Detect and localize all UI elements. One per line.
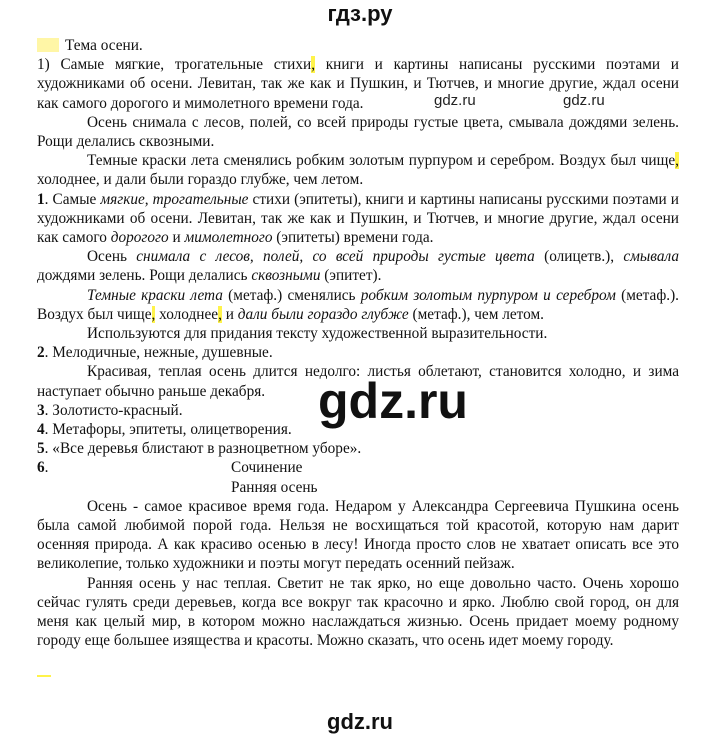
highlighted-comma: , bbox=[311, 56, 316, 74]
watermark-large: gdz.ru bbox=[318, 373, 468, 429]
essay-paragraph: Ранняя осень у нас теплая. Светит не так ярко, но еще довольно часто. Очень хорошо сейчас гулять среди деревьев, когда все вокруг так красочно и ярко. Люблю свой город, он для меня как целый мир, в котором можно наслаждаться жизнью. Осень придает моему родному городу еще большее изящества и красоты. Можно сказать, что осень идет моему городу. bbox=[37, 574, 679, 650]
highlight-mark bbox=[37, 38, 59, 52]
answer-5: 5. «Все деревья блистают в разноцветном уборе». bbox=[37, 440, 362, 458]
watermark: gdz.ru bbox=[563, 92, 605, 109]
highlight-mark bbox=[37, 675, 51, 677]
answer-3: 3. Золотисто-красный. bbox=[37, 401, 183, 419]
highlighted-comma: , bbox=[218, 305, 222, 323]
essay-title: Ранняя осень bbox=[231, 478, 318, 496]
paragraph: Осень снимала с лесов, полей, со всей природы густые цвета, смывала дождями зелень. Рощи делались сквозными. bbox=[37, 113, 679, 151]
watermark: gdz.ru bbox=[434, 92, 476, 109]
essay-label: Сочинение bbox=[231, 459, 303, 477]
paragraph: 1) Самые мягкие, трогательные стихи, книги и картины написаны русскими поэтами и художниками об осени. Левитан, так же как и Пушкин, и Тютчев, и многие другие, ждал осени как самого дорогого и мимолетного времени года. bbox=[37, 56, 679, 112]
answer-1-paragraph: Осень снимала с лесов, полей, со всей природы густые цвета (олицетв.), смывала дождями зелень. Рощи делались сквозными (эпитет). bbox=[37, 248, 679, 285]
paragraph: Темные краски лета сменялись робким золотым пурпуром и серебром. Воздух был чище, холоднее, и дали были гораздо глубже, чем летом. bbox=[37, 152, 679, 189]
answer-1-paragraph: Используются для придания тексту художественной выразительности. bbox=[87, 325, 548, 343]
answer-4: 4. Метафоры, эпитеты, олицетворения. bbox=[37, 421, 292, 439]
site-footer: gdz.ru bbox=[327, 709, 393, 734]
essay-paragraph: Осень - самое красивое время года. Недаром у Александра Сергеевича Пушкина осень была самой любимой порой года. Нельзя не восхищаться той красотой, которую нам дарит осенняя природа. А как красиво осенью в лесу! Иногда просто слов не хватает описать все это великолепие, только художники и поэты могут передать осенний пейзаж. bbox=[37, 497, 679, 573]
answer-1: 1. Самые мягкие, трогательные стихи (эпитеты), книги и картины написаны русскими поэтами и художниками об осени. Левитан, так же как и Пушкин, и Тютчев, и многие другие, ждал осени как самого дорогого и мимолетного (эпитеты) времени года. bbox=[37, 190, 679, 247]
answer-2-paragraph: Красивая, теплая осень длится недолго: листья облетают, становится холодно, и зима наступает обычно раньше декабря. bbox=[37, 363, 679, 400]
topic-line: Тема осени. bbox=[37, 36, 679, 55]
answer-text bbox=[37, 36, 679, 651]
highlighted-comma: , bbox=[675, 152, 679, 170]
answer-2: 2. Мелодичные, нежные, душевные. bbox=[37, 344, 273, 362]
answer-1-paragraph: Темные краски лета (метаф.) сменялись робким золотым пурпуром и серебром (метаф.). Воздух был чище, холоднее, и дали были гораздо глубже (метаф.), чем летом. bbox=[37, 286, 679, 323]
site-header: гдз.ру bbox=[327, 1, 393, 26]
highlighted-comma: , bbox=[151, 305, 156, 323]
answer-6: 6. Сочинение bbox=[37, 459, 303, 477]
